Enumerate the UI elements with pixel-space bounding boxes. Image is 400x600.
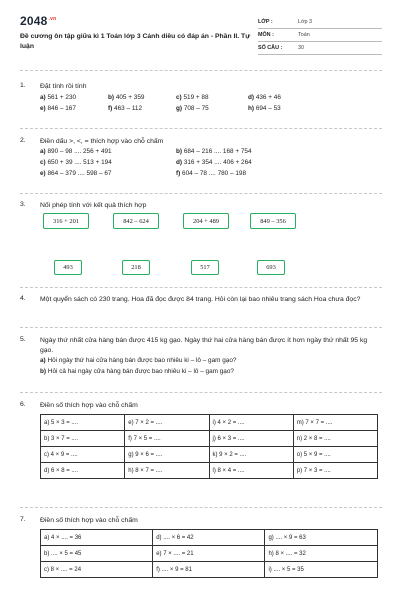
exercise-item: b) 405 + 359 [108, 94, 145, 101]
table-cell[interactable]: d) 6 × 8 = .... [41, 463, 125, 479]
table-cell[interactable]: f) 7 × 5 = .... [125, 431, 209, 447]
header [20, 14, 382, 62]
table-cell[interactable]: m) 7 × 7 = .... [293, 415, 377, 431]
question-6 [20, 401, 382, 411]
table-cell[interactable]: e) 7 × .... = 21 [153, 546, 265, 562]
site-logo[interactable] [20, 14, 56, 28]
table-row [41, 562, 378, 578]
table-cell[interactable]: a) 4 × .... = 36 [41, 530, 153, 546]
table-cell[interactable]: j) 6 × 3 = .... [209, 431, 293, 447]
table-cell[interactable]: k) 9 × 2 = .... [209, 447, 293, 463]
question-number: 1. [20, 82, 26, 89]
question-7 [20, 516, 382, 526]
document-title: Đề cương ôn tập giữa kì 1 Toán lớp 3 Cánh diều có đáp án - Phần II. Tự luận [20, 33, 251, 50]
logo-text: 2048 [20, 14, 48, 28]
exercise-item: h) 694 – 53 [248, 105, 281, 112]
question-number: 6. [20, 401, 26, 408]
exercise-item: d) 436 + 46 [248, 94, 281, 101]
divider [20, 70, 382, 71]
table-row [41, 546, 378, 562]
meta-panel [258, 16, 382, 55]
exercise-item: f) 463 – 112 [108, 105, 143, 112]
question-text: Một quyển sách có 230 trang. Hoa đã đọc được 84 trang. Hỏi còn lại bao nhiêu trang sách Hoa chưa đọc? [40, 296, 361, 303]
meta-label: LỚP : [258, 19, 273, 25]
divider [20, 327, 382, 328]
meta-label: SỐ CÂU : [258, 45, 283, 51]
question-3 [20, 201, 382, 281]
table-row [41, 530, 378, 546]
exercise-item: e) 846 – 167 [40, 105, 76, 112]
table-cell[interactable]: g) 9 × 6 = .... [125, 447, 209, 463]
table-cell[interactable]: a) 5 × 3 = .... [41, 415, 125, 431]
exercise-item: c) 519 + 88 [176, 94, 209, 101]
meta-value: Lớp 3 [298, 19, 313, 25]
table-cell[interactable]: b) .... × 5 = 45 [41, 546, 153, 562]
question-title: Nối phép tính với kết quả thích hợp [40, 202, 147, 209]
question-4 [20, 295, 382, 321]
table-cell[interactable]: n) 2 × 8 = .... [293, 431, 377, 447]
divider [20, 507, 382, 508]
question-5 [20, 336, 382, 384]
question-text: Ngày thứ nhất cửa hàng bán được 415 kg gạo. Ngày thứ hai cửa hàng bán được ít hơn ngày thứ nhất 95 kg gạo. [40, 337, 368, 354]
exercise-item: a) 890 – 98 .... 256 + 491 [40, 148, 112, 155]
exercise-item: c) 650 + 39 .... 513 + 194 [40, 159, 112, 166]
question-number: 5. [20, 336, 26, 343]
table-row [41, 463, 378, 479]
exercise-item: g) 708 – 75 [176, 105, 209, 112]
meta-row-subject [258, 29, 382, 42]
exercise-item: d) 316 + 354 .... 406 + 264 [176, 159, 252, 166]
result-box[interactable]: 493 [54, 260, 82, 275]
question-title: Điền dấu >, <, = thích hợp vào chỗ chấm [40, 138, 164, 145]
expression-box[interactable]: 849 – 356 [250, 213, 296, 229]
table-cell[interactable]: l) 8 × 4 = .... [209, 463, 293, 479]
table-cell[interactable]: g) .... × 9 = 63 [265, 530, 378, 546]
logo-suffix: .vn [48, 16, 57, 22]
question-title: Đặt tính rồi tính [40, 83, 87, 90]
question-title: Điền số thích hợp vào chỗ chấm [40, 402, 138, 409]
exercise-item: f) 604 – 78 .... 780 – 198 [176, 170, 247, 177]
multiplication-table-6 [40, 414, 378, 479]
result-box[interactable]: 517 [191, 260, 219, 275]
table-cell[interactable]: c) 4 × 9 = .... [41, 447, 125, 463]
table-cell[interactable]: h) 8 × .... = 32 [265, 546, 378, 562]
question-1 [20, 82, 382, 122]
question-number: 3. [20, 201, 26, 208]
meta-label: MÔN : [258, 32, 274, 38]
table-row [41, 447, 378, 463]
divider [20, 128, 382, 129]
table-cell[interactable]: i) .... × 5 = 35 [265, 562, 378, 578]
question-2 [20, 137, 382, 187]
question-number: 7. [20, 516, 26, 523]
question-number: 4. [20, 295, 26, 302]
table-cell[interactable]: b) 3 × 7 = .... [41, 431, 125, 447]
table-row [41, 431, 378, 447]
table-cell[interactable]: d) .... × 6 = 42 [153, 530, 265, 546]
table-cell[interactable]: o) 5 × 9 = .... [293, 447, 377, 463]
expression-box[interactable]: 204 + 489 [183, 213, 229, 229]
multiplication-table-7 [40, 529, 378, 578]
sub-question-b: b) Hỏi cả hai ngày cửa hàng bán được bao nhiêu ki – lô – gam gạo? [40, 368, 234, 375]
exercise-item: b) 684 – 216 .... 168 + 754 [176, 148, 252, 155]
meta-row-class [258, 16, 382, 29]
table-cell[interactable]: c) 8 × .... = 24 [41, 562, 153, 578]
divider [20, 392, 382, 393]
table-cell[interactable]: f) .... × 9 = 81 [153, 562, 265, 578]
meta-row-count [258, 42, 382, 55]
table-cell[interactable]: i) 4 × 2 = .... [209, 415, 293, 431]
meta-value: Toán [298, 32, 310, 38]
table-cell[interactable]: p) 7 × 3 = .... [293, 463, 377, 479]
divider [20, 193, 382, 194]
table-cell[interactable]: h) 8 × 7 = .... [125, 463, 209, 479]
expression-box[interactable]: 316 + 201 [43, 213, 89, 229]
question-title: Điền số thích hợp vào chỗ chấm [40, 517, 138, 524]
sub-question-a: a) Hỏi ngày thứ hai cửa hàng bán được bao nhiêu ki – lô – gam gạo? [40, 357, 237, 364]
exercise-item: e) 864 – 379 .... 598 – 67 [40, 170, 112, 177]
table-cell[interactable]: e) 7 × 2 = .... [125, 415, 209, 431]
expression-box[interactable]: 842 – 624 [113, 213, 159, 229]
result-box[interactable]: 218 [122, 260, 150, 275]
result-box[interactable]: 693 [257, 260, 285, 275]
divider [20, 287, 382, 288]
exercise-item: a) 561 + 230 [40, 94, 77, 101]
table-row [41, 415, 378, 431]
meta-value: 30 [298, 45, 304, 51]
question-number: 2. [20, 137, 26, 144]
